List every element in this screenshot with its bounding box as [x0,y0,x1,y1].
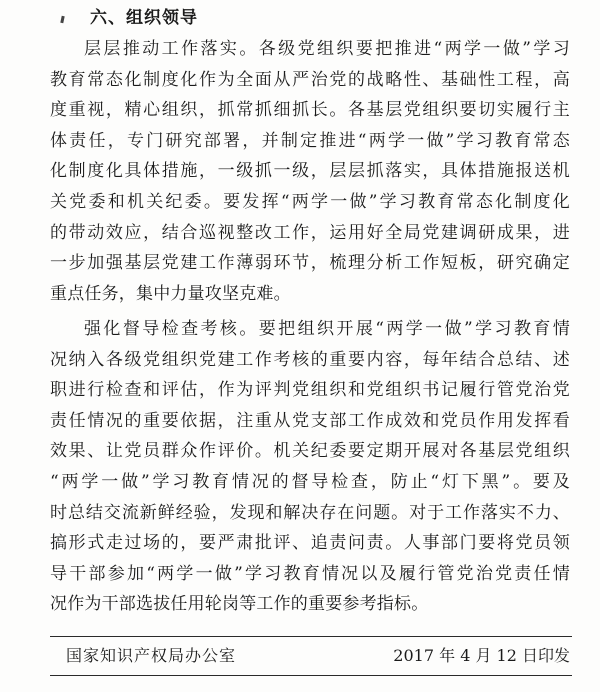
paragraph-line: 责任情况的重要依据，注重从党支部工作成效和党员作用发挥看 [50,410,570,431]
paragraph-line: 层层推动工作落实。各级党组织要把推进“两学一做”学习 [84,39,570,59]
paragraph-line: 况纳入各级党组织党建工作考核的重要内容，每年结合总结、述 [50,349,570,370]
paragraph-line: “两学一做”学习教育情况的督导检查，防止“灯下黑”。要及 [50,471,570,492]
paragraph-2 [50,314,570,620]
paragraph-line: 时总结交流新鲜经验，发现和解决存在问题。对于工作落实不力、 [50,502,570,523]
paragraph-line: 重点任务，集中力量攻坚克难。 [50,283,291,304]
paragraph-line: 度重视，精心组织，抓常抓细抓长。各基层党组织要切实履行主 [50,100,570,121]
paragraph-line: 搞形式走过场的，要严肃批评、追责问责。人事部门要将党员领 [50,533,570,554]
paragraph-1 [50,34,570,309]
footer-date: 2017 年 4 月 12 日印发 [393,646,570,665]
paragraph-line: 导干部参加“两学一做”学习教育情况以及履行管党治党责任情 [50,563,570,584]
paragraph-line: 效果、让党员群众作评价。机关纪委要定期开展对各基层党组织 [50,441,570,462]
footer-top-rule [50,636,572,637]
scan-mark [60,16,64,23]
section-heading: 六、组织领导 [90,8,198,28]
paragraph-line: 一步加强基层党建工作薄弱环节，梳理分析工作短板，研究确定 [50,253,570,274]
paragraph-line: 的带动效应，结合巡视整改工作，运用好全局党建调研成果，进 [50,222,570,243]
footer-bottom-rule [50,675,572,676]
paragraph-line: 关党委和机关纪委。要发挥“两学一做”学习教育常态化制度化 [50,191,570,212]
paragraph-line: 况作为干部选拔任用轮岗等工作的重要参考指标。 [50,594,429,615]
paragraph-line: 强化督导检查考核。要把组织开展“两学一做”学习教育情 [84,319,570,339]
footer-issuer: 国家知识产权局办公室 [66,646,237,665]
paragraph-line: 教育常态化制度化作为全面从严治党的战略性、基础性工程，高 [50,69,570,90]
paragraph-line: 体责任，专门研究部署，并制定推进“两学一做”学习教育常态 [50,130,570,151]
paragraph-line: 化制度化具体措施，一级抓一级，层层抓落实，具体措施报送机 [50,161,570,182]
paragraph-line: 职进行检查和评估，作为评判党组织和党组织书记履行管党治党 [50,380,570,401]
